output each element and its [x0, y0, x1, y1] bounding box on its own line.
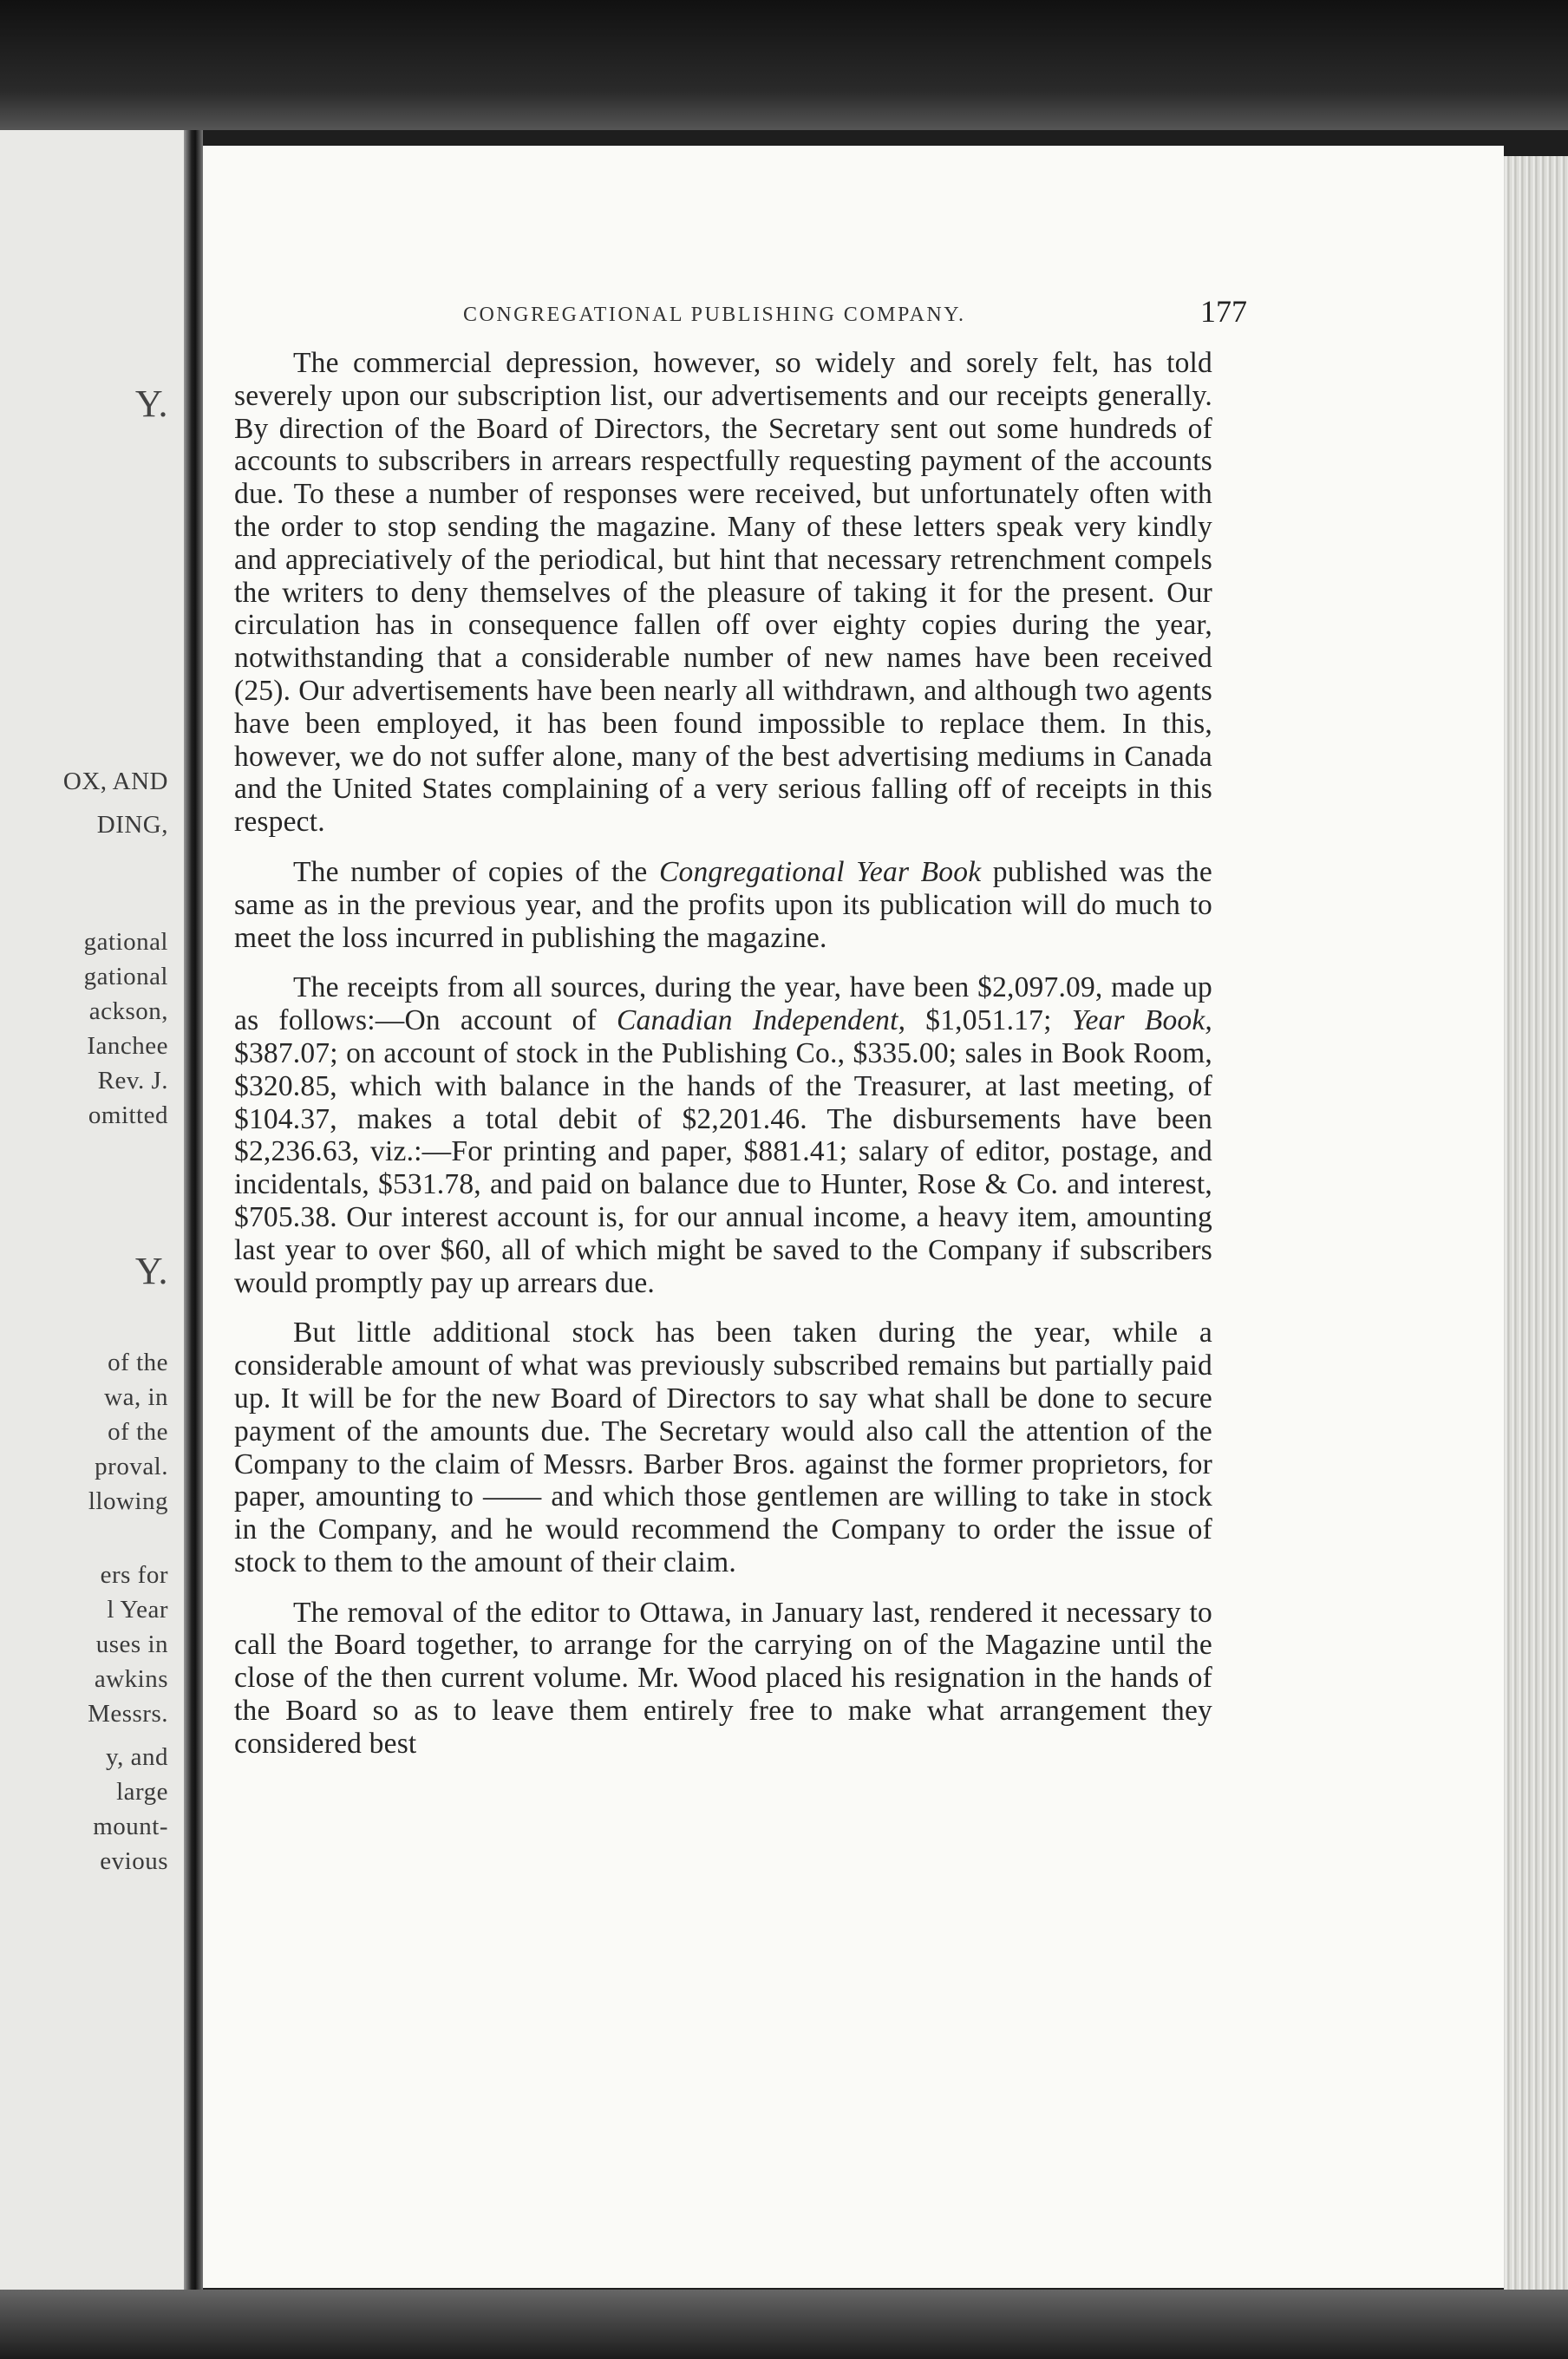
left-page-fragment: awkins: [94, 1665, 168, 1693]
left-page-fragment: Y.: [134, 382, 168, 425]
left-page-fragment: llowing: [88, 1487, 168, 1515]
running-head: [203, 293, 1504, 345]
facing-page-left: [0, 130, 184, 2290]
left-page-fragment: OX, AND: [62, 768, 168, 795]
paragraph-1: The commercial depression, however, so widely and sorely felt, has told severely upon our subscription list, our advertisements and our receipts generally. By direction of the Board of Directors, the Secretary sent out some hundreds of accounts to subscribers in arrears respectfully requesting payment of the accounts due. To these a number of responses were received, but unfortunately often with the order to stop sending the magazine. Many of these letters speak very kindly and appreciatively of the periodical, but hint that necessary retrenchment compels the writers to deny themselves of the pleasure of taking it for the present. Our circulation has in consequence fallen off over eighty copies during the year, notwithstanding that a considerable number of new names have been received (25). Our advertisements have been nearly all withdrawn, and although two agents have been employed, it has been found impossible to replace them. In this, however, we do not suffer alone, many of the best advertising mediums in Canada and the United States complaining of a very serious falling off of receipts in this respect.: [234, 347, 1212, 839]
left-page-fragment: evious: [100, 1847, 168, 1875]
scan-top-border: [0, 0, 1568, 130]
page-number: 177: [1200, 294, 1247, 329]
paragraph-4: But little additional stock has been taken during the year, while a considerable amount of what was previously subscribed remains but partially paid up. It will be for the new Board of Directors to say what shall be done to secure payment of the amounts due. The Secretary would also call the attention of the Company to the claim of Messrs. Barber Bros. against the former proprietors, for paper, amounting to —— and which those gentlemen are willing to take in stock in the Company, and he would recommend the Company to order the issue of stock to them to the amount of their claim.: [234, 1317, 1212, 1578]
left-page-fragment: y, and: [106, 1743, 168, 1771]
paragraph-5: The removal of the editor to Ottawa, in January last, rendered it necessary to call the Board together, to arrange for the carrying on of the Magazine until the close of the then current volume. Mr. Wood placed his resignation in the hands of the Board so as to leave them entirely free to make what arrangement they considered best: [234, 1596, 1212, 1760]
p2-text-before: The number of copies of the: [293, 855, 648, 888]
running-head-title: CONGREGATIONAL PUBLISHING COMPANY.: [463, 304, 966, 326]
paragraph-2: [234, 856, 1212, 954]
left-page-fragment: ers for: [100, 1561, 168, 1589]
p3-part-e: $387.07; on account of stock in the Publishing Co., $335.00; sales in Book Room, $320.85, which with balance in the hands of the Treasurer, at last meeting, of $104.37, makes a total debit of $2,201.46. The disbursements have been $2,236.63, viz.:—For printing and paper, $881.41; salary of editor, postage, and incidentals, $531.78, and paid on balance due to Hunter, Rose & Co. and interest, $705.38. Our interest account is, for our annual income, a heavy item, amounting last year to over $60, all of which might be saved to the Company if subscribers would promptly pay up arrears due.: [234, 1036, 1212, 1299]
left-page-fragment: large: [116, 1778, 168, 1806]
left-page-fragment: gational: [83, 928, 168, 956]
left-page-fragment: proval.: [95, 1453, 168, 1480]
book-page: [203, 146, 1504, 2288]
left-page-fragment: gational: [83, 963, 168, 990]
left-page-fragment: mount-: [93, 1813, 168, 1840]
p2-book-title: Congregational Year Book: [658, 855, 982, 888]
left-page-fragment: Messrs.: [88, 1700, 168, 1728]
p2-text-after: published was the same as in the previous year, and the profits upon its publication will do much to meet the loss incurred in publishing the magazine.: [234, 855, 1213, 954]
page-stack-edges: [1504, 156, 1568, 2290]
left-page-fragment: l Year: [107, 1596, 168, 1624]
left-page-fragment: omitted: [88, 1101, 168, 1129]
book-gutter: [184, 130, 203, 2290]
left-page-fragment: ackson,: [88, 997, 168, 1025]
p3-part-a: The receipts from all sources, during the year, have been $2,097.09, made up as follows:—On account of: [234, 971, 1212, 1037]
left-page-fragment: of the: [108, 1349, 168, 1376]
left-page-fragment: Rev. J.: [97, 1067, 168, 1095]
p3-title-yearbook: Year Book,: [1071, 1004, 1212, 1037]
p3-part-c: $1,051.17;: [925, 1004, 1052, 1037]
paragraph-3: [234, 971, 1212, 1299]
body-text: [234, 347, 1212, 1778]
scan-bottom-border: [0, 2290, 1568, 2359]
p3-title-independent: Canadian Independent,: [617, 1004, 906, 1037]
left-page-fragment: wa, in: [104, 1383, 168, 1411]
left-page-fragment: DING,: [96, 811, 168, 839]
left-page-fragment: Ianchee: [87, 1032, 168, 1060]
left-page-fragment: of the: [108, 1418, 168, 1446]
left-page-fragment: uses in: [95, 1630, 168, 1658]
left-page-fragment: Y.: [134, 1250, 168, 1292]
